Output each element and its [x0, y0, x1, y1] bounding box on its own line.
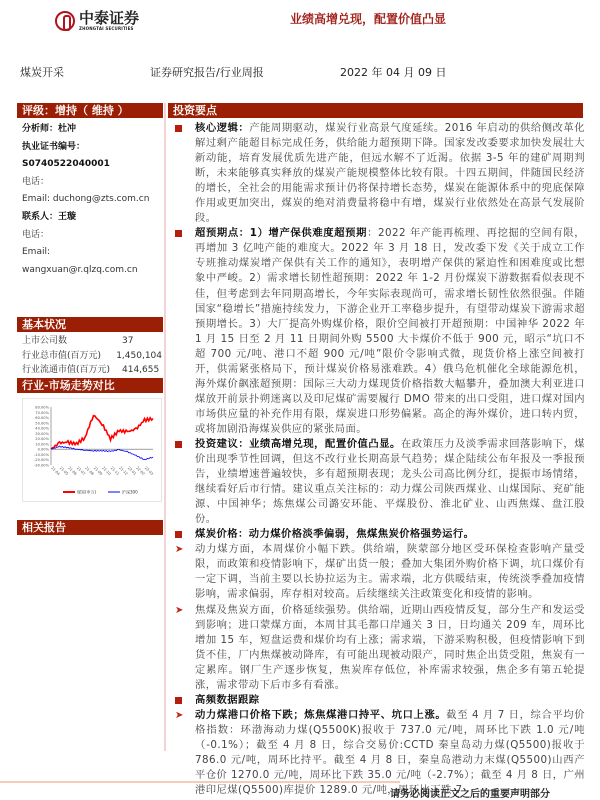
square-bullet-icon: [175, 441, 182, 448]
square-bullet-icon: [175, 125, 182, 132]
contact-email[interactable]: wangxuan@r.qlzq.com.cn: [22, 264, 138, 275]
report-date: 2022 年 04 月 09 日: [340, 66, 447, 79]
license-row: 执业证书编号：S0740522040001: [22, 141, 110, 170]
report-headline: 业绩高增兑现，配置价值凸显: [290, 12, 447, 26]
logo-icon: [55, 11, 75, 31]
basic-row: 上市公司数 37: [22, 336, 134, 346]
x-tick-label: 22-01: [126, 465, 138, 477]
paragraph-text: 截至 4 月 7 日，综合平均价格指数：环渤海动力煤(Q5500K)报收于 737.0 元/吨，周环比下跌 1.0 元/吨（-0.1%）；截至 4 月 8 日，综合交易价:CCTD 秦皇岛动力煤(Q5500)报收于 786.0 元/吨，周环比持平。截至 4 月 8 日，秦皇岛港动力末煤(Q5500)山西产平仓价 1270.0 元/吨，周环比下跌 35.0 元/吨（-2.7%）；截至 4 月 8 日，广州港印尼煤(Q5500)库提价 1289.0 元/吨，周环比下跌 7: [195, 708, 585, 797]
rating-bar: 评级：增持（ 维持 ）: [17, 103, 163, 118]
arrow-bullet-icon: ➤: [175, 709, 184, 721]
related-reports-bar: 相关报告: [17, 520, 163, 535]
bullet-paragraph: [175, 437, 585, 527]
paragraph-lead: 动力煤港口价格下跌；炼焦煤港口持平、坑口上涨。: [195, 708, 447, 721]
y-tick-label: 0.00%: [37, 447, 49, 452]
column-divider: [164, 103, 166, 751]
legend-label: 煤炭(申万): [77, 489, 97, 495]
paragraph-lead: 煤炭价格：动力煤价格淡季偏弱，焦煤焦炭价格强势运行。: [195, 528, 475, 541]
bullet-paragraph: [175, 542, 585, 602]
x-tick-label: 22-02: [135, 465, 146, 477]
x-tick-label: 21-05: [58, 465, 70, 477]
paragraph-lead: 高频数据跟踪: [195, 693, 260, 706]
bullet-paragraph: [175, 693, 585, 708]
trend-chart-svg: [23, 399, 161, 501]
series-line-hs300: [51, 446, 153, 460]
arrow-bullet-icon: ➤: [175, 544, 184, 556]
phone-row: 电话：: [22, 176, 50, 187]
paragraph-text: 动力煤方面，本周煤价小幅下跌。供给端，陕蒙部分地区受环保检查影响产量受限，而政策和疫情影响下，煤矿出货一般；叠加大集团外购价格下调，坑口煤价有一定下调，当前主要以长协拉运为主。需求端，北方供暖结束，传统淡季叠加疫情影响，需求偏弱，库存相对较高。后续继续关注政策变化和疫情的影响。: [195, 543, 585, 601]
y-tick-label: -20.00%: [34, 458, 49, 463]
analyst-info: [22, 121, 164, 279]
x-tick-label: 21-11: [109, 465, 121, 477]
bullet-paragraph: [175, 603, 585, 693]
report-type: 证券研究报告/行业周报: [150, 66, 264, 79]
trend-bar: 行业-市场走势对比: [17, 378, 163, 393]
x-tick-label: 22-03: [143, 465, 155, 477]
investment-points: [175, 121, 585, 798]
paragraph-text: 产能周期驱动，煤炭行业高景气度延续。2016 年启动的供给侧改革化解过剩产能超目标完成任务，供给能力超预期下降。国家发改委要求加快发展壮大新动能，培育发展优质先进产能，但远水解不了近渴。依据 3-5 年的建矿周期判断，未来能够真实释放的煤炭产能规模整体比较有限。十四五期间，伴随国民经济的增长，全社会的用能需求预计仍将保持增长态势，煤炭在能源体系中的兜底保障作用或更加突出，煤炭的绝对消费量将稳中有增，煤炭行业依然处在高景气发展阶段。: [195, 122, 586, 225]
bullet-paragraph: [175, 527, 585, 542]
investment-points-bar: 投资要点: [168, 103, 583, 118]
phone-row: 电话：: [22, 229, 50, 240]
y-tick-label: 60.00%: [35, 416, 49, 421]
y-tick-label: 70.00%: [35, 410, 49, 415]
paragraph-lead: 核心逻辑：: [195, 122, 250, 134]
y-tick-label: 40.00%: [35, 426, 49, 431]
bullet-paragraph: [175, 226, 585, 437]
email-row: Email: duchong@zts.com.cn: [22, 194, 150, 205]
legend-label: 沪深300: [122, 489, 138, 495]
basic-row: 行业流通市值(百万元) 414,655: [22, 365, 160, 375]
x-tick-label: 21-07: [75, 465, 87, 477]
footer-divider: [0, 781, 400, 783]
analyst-row: 分析师：杜冲: [22, 124, 77, 134]
analyst-email[interactable]: duchong@zts.com.cn: [52, 194, 150, 205]
contact-row: 联系人：王璇: [22, 211, 77, 222]
series-line-coal: [51, 416, 153, 450]
basic-row: 行业总市值(百万元) 1,450,104: [22, 350, 162, 361]
basic-info-bar: 基本状况: [17, 317, 163, 332]
y-tick-label: 80.00%: [35, 405, 49, 410]
bullet-paragraph: [175, 121, 585, 226]
paragraph-lead: 超预期点：1）增产保供难度超预期: [195, 227, 368, 240]
logo-en: ZHONGTAI SECURITIES: [79, 26, 134, 31]
x-tick-label: 21-04: [50, 465, 61, 477]
basic-info-table: [22, 334, 162, 378]
arrow-bullet-icon: ➤: [175, 604, 184, 616]
y-tick-label: -10.00%: [34, 452, 49, 457]
email-row: Email: wangxuan@r.qlzq.com.cn: [22, 247, 138, 275]
x-tick-label: 21-10: [101, 465, 112, 477]
y-tick-label: 20.00%: [35, 437, 49, 442]
paragraph-text: 焦煤及焦炭方面，价格延续强势。供给端，近期山西疫情反复，部分生产和发运受到影响；进口蒙煤方面，本周甘其毛都口岸通关 3 日，日均通关 209 车，周环比增加 15 车，短盘运费和煤价均有上涨；需求端，下游采购积极，但疫情影响下到货不佳，厂内焦煤被动降库，有可能出现被动限产，同时焦企出货受阻，焦炭有一定累库。钢厂生产逐步恢复，焦炭库存低位，补库需求较强，焦企多有第五轮提涨，需求带动下后市多有看涨。: [195, 603, 585, 691]
logo-cn: 中泰证券: [79, 9, 140, 27]
x-tick-label: 21-12: [118, 465, 129, 477]
company-logo: [55, 10, 139, 31]
x-tick-label: 21-09: [92, 465, 104, 477]
square-bullet-icon: [175, 697, 182, 704]
paragraph-lead: 投资建议：业绩高增兑现，配置价值凸显。: [195, 437, 401, 450]
square-bullet-icon: [175, 531, 182, 538]
y-tick-label: -30.00%: [34, 463, 49, 468]
y-tick-label: 10.00%: [35, 442, 49, 447]
square-bullet-icon: [175, 230, 182, 237]
paragraph-text: 在政策压力及淡季需求回落影响下，煤价出现季节性回调，但这不改行业长期高景气趋势；煤企陆续公布年报及一季报预告，业绩增速普遍较快，多有超预期表现；龙头公司高比例分红，提振市场情绪，继续看好后市行情。建议重点关注标的：动力煤公司陕西煤业、山煤国际、兖矿能源、中国神华；炼焦煤公司潞安环能、平煤股份、淮北矿业、山西焦煤、盘江股份。: [195, 437, 585, 526]
x-tick-label: 21-08: [84, 465, 95, 477]
trend-chart: [22, 398, 162, 502]
x-tick-label: 21-06: [67, 465, 78, 477]
industry: 煤炭开采: [20, 66, 64, 79]
footer-disclaimer: 请务必阅读正文之后的重要声明部分: [390, 789, 550, 800]
y-tick-label: 30.00%: [35, 431, 49, 436]
y-tick-label: 50.00%: [35, 421, 49, 426]
paragraph-text: ：2022 年产能再梳理、再挖掘的空间有限，再增加 3 亿吨产能的难度大。2022 年 3 月 18 日，发改委下发《关于成立工作专班推动煤炭增产保供有关工作的通知》，表明增产保供的紧迫性和困难度或比想象中严峻。2）需求增长韧性超预期：2022 年 1-2 月份煤炭下游数据看似表现不佳，但考虑到去年同期高增长，今年实际表现尚可，需求增长韧性依然很强。伴随国家“稳增长”措施持续发力，下游企业开工率稳步提升，有望带动煤炭下游需求超预期增长。3）大厂提高外购煤价格，限价空间被打开超预期：中国神华 2022 年 1 月 15 日至 2 月 11 日期间外购 5500 大卡煤价不低于 900 元，昭示“坑口不超 700 元/吨、港口不超 900 元/吨”限价令影响式微，现货价格上涨空间被打开，供需紧张格局下，预计煤炭价格易涨难跌。4）俄乌危机催化全球能源危机，海外煤价飙涨超预期：国际三大动力煤现货价格指数大幅攀升，叠加澳大利亚进口煤放开前景扑朔迷离以及印尼煤矿需要履行 DMO 带来的出口受阻，进口煤对国内市场供应量的补充作用有限，煤炭进口形势偏紧。高企的海外煤价，进口转内贸，或将加剧沿海煤炭供应的紧张局面。: [195, 227, 585, 435]
